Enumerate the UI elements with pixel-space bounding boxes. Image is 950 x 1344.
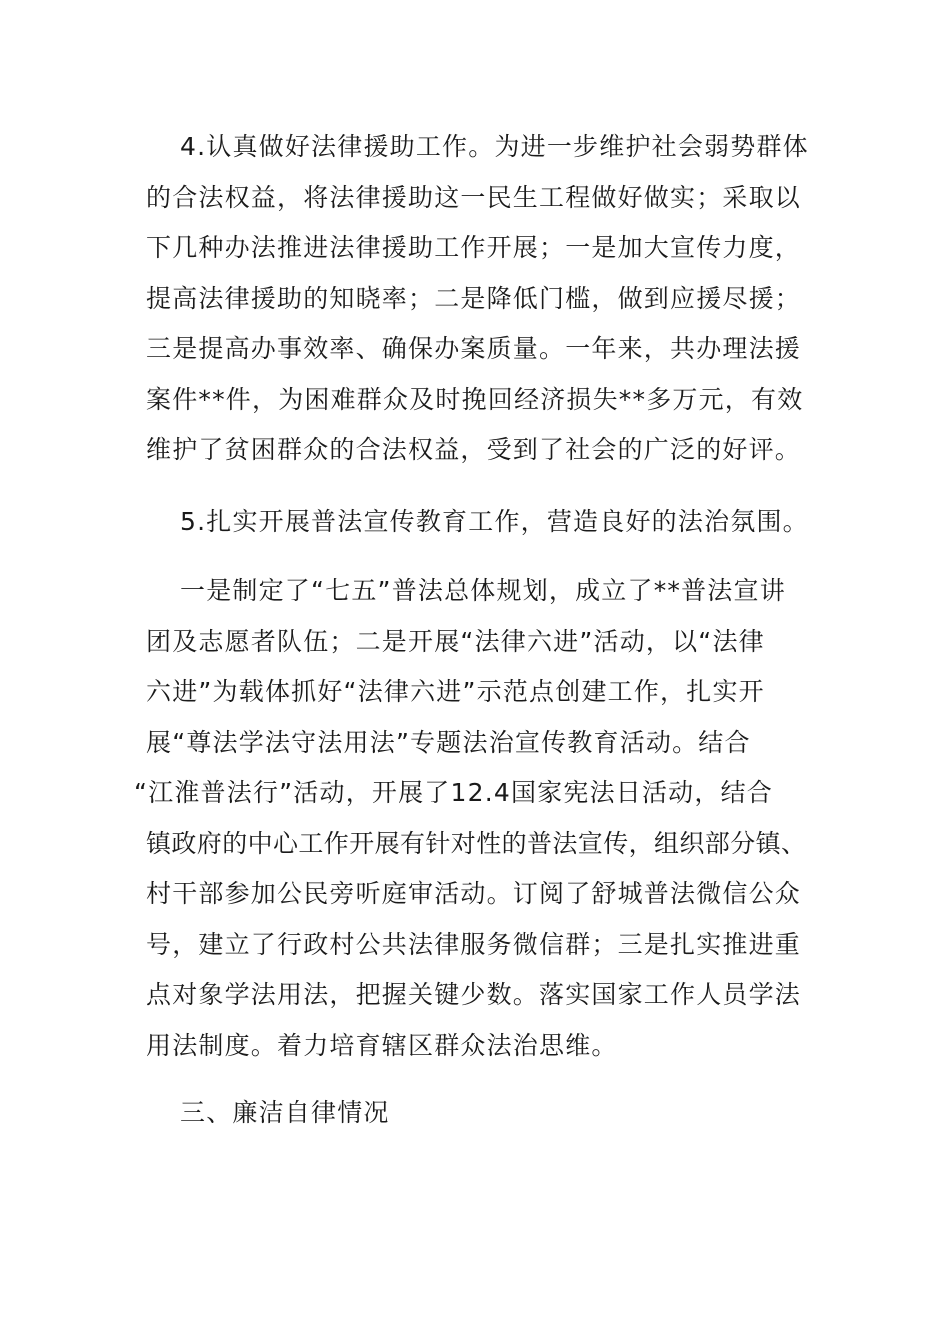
text-line: 六进”为载体抓好“法律六进”示范点创建工作，扎实开	[146, 677, 765, 706]
text-line: 提高法律援助的知晓率；二是降低门槛，做到应援尽援；	[146, 283, 802, 313]
paragraph-legal-aid	[146, 122, 809, 476]
section-heading: 三、廉洁自律情况	[180, 1098, 390, 1127]
paragraph-law-education-title	[146, 497, 809, 548]
paragraph-law-education	[134, 566, 807, 1071]
text-line: 5.扎实开展普法宣传教育工作，营造良好的法治氛围。	[180, 507, 809, 536]
text-line: 一是制定了“七五”普法总体规划，成立了**普法宣讲	[180, 576, 786, 605]
text-line: 点对象学法用法，把握关键少数。落实国家工作人员学法	[146, 980, 802, 1009]
text-line: 展“尊法学法守法用法”专题法治宣传教育活动。结合	[146, 727, 751, 757]
text-line: 的合法权益，将法律援助这一民生工程做好做实；采取以	[146, 182, 802, 212]
text-line: 维护了贫困群众的合法权益，受到了社会的广泛的好评。	[146, 435, 802, 464]
text-line: 案件**件，为困难群众及时挽回经济损失**多万元，有效	[146, 384, 804, 414]
text-line: 三是提高办事效率、确保办案质量。一年来，共办理法援	[146, 334, 802, 363]
text-line: 号，建立了行政村公共法律服务微信群；三是扎实推进重	[146, 929, 802, 959]
text-line: “江淮普法行”活动，开展了12.4国家宪法日活动，结合	[134, 778, 773, 807]
text-line: 4.认真做好法律援助工作。为进一步维护社会弱势群体	[180, 132, 809, 161]
text-line: 用法制度。着力培育辖区群众法治思维。	[146, 1030, 618, 1060]
text-line: 团及志愿者队伍；二是开展“法律六进”活动，以“法律	[146, 626, 765, 656]
text-line: 村干部参加公民旁听庭审活动。订阅了舒城普法微信公众	[146, 879, 802, 908]
text-line: 镇政府的中心工作开展有针对性的普法宣传，组织部分镇、	[146, 828, 807, 858]
text-line: 下几种办法推进法律援助工作开展；一是加大宣传力度，	[146, 233, 802, 262]
